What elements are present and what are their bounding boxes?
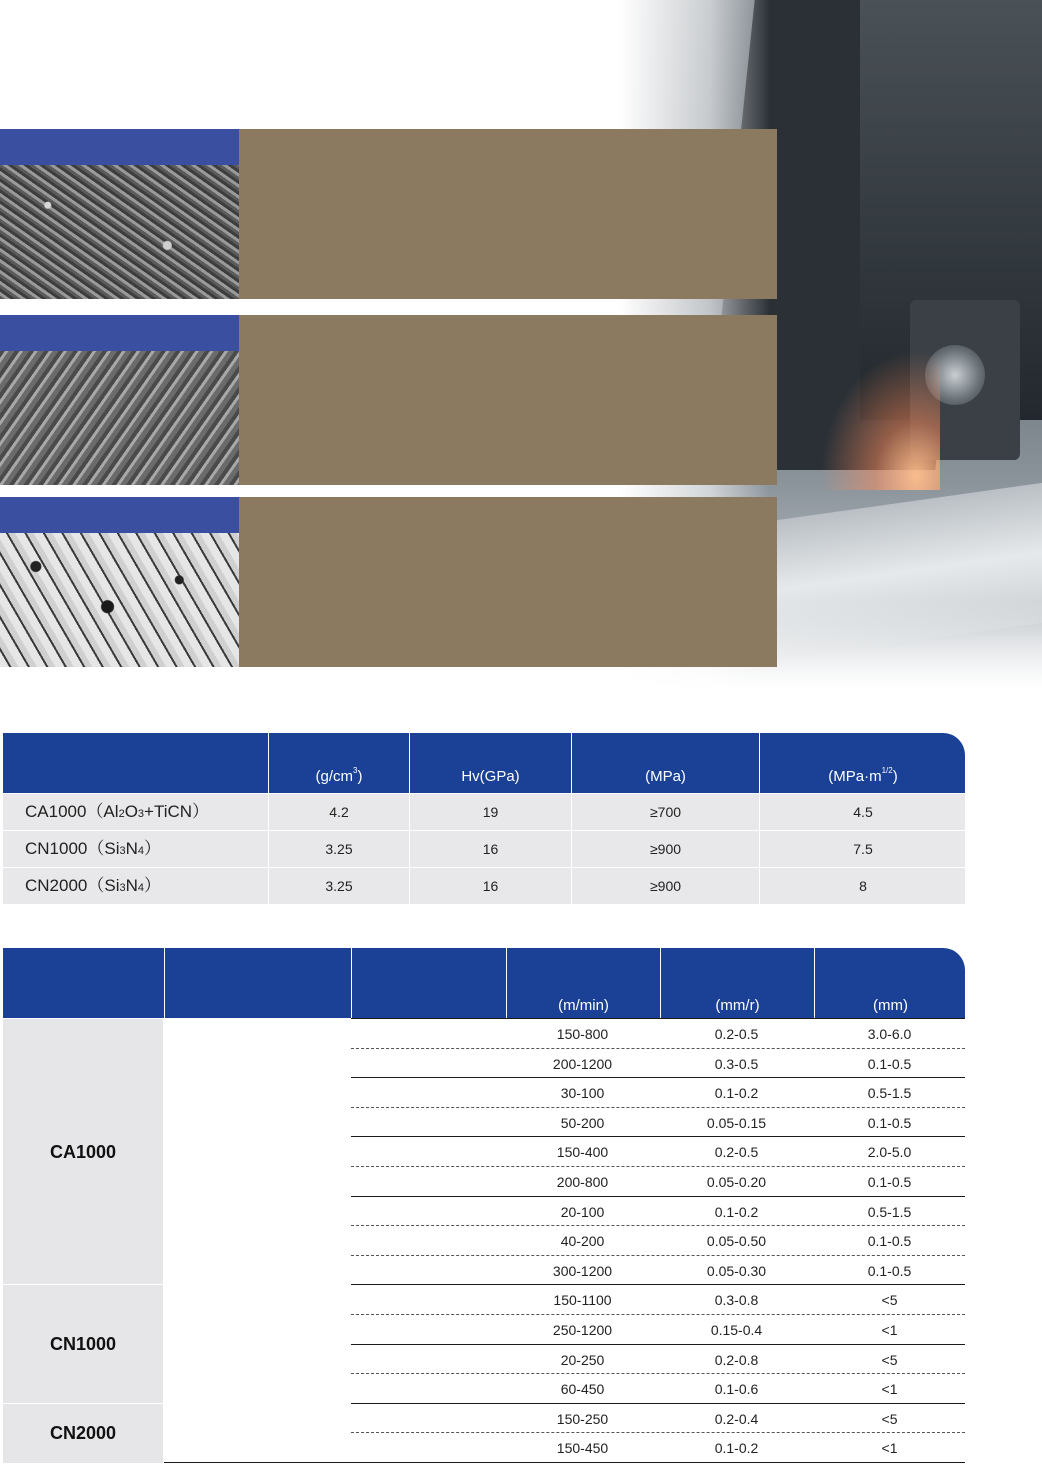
cell-speed: 200-800 bbox=[556, 1174, 609, 1190]
cell-feed: 0.3-0.8 bbox=[714, 1292, 759, 1309]
application-group bbox=[164, 1344, 351, 1404]
cell-depth: 0.1-0.5 bbox=[867, 1233, 912, 1250]
cell-depth: 0.5-1.5 bbox=[867, 1203, 912, 1220]
table-row bbox=[351, 1018, 965, 1049]
cell-feed: 0.1-0.2 bbox=[714, 1203, 759, 1220]
material-panel-3 bbox=[0, 497, 777, 667]
header-speed: (m/min) bbox=[506, 948, 660, 1018]
cell-feed: 0.1-0.2 bbox=[714, 1440, 759, 1457]
cell-depth: <1 bbox=[881, 1381, 898, 1398]
table-row bbox=[351, 1373, 965, 1404]
table-row bbox=[351, 1255, 965, 1286]
cell-depth: 0.5-1.5 bbox=[867, 1085, 912, 1102]
cutting-sparks bbox=[820, 350, 940, 490]
application-group bbox=[164, 1196, 351, 1286]
cell-speed: 150-450 bbox=[556, 1440, 609, 1457]
cell-feed: 0.05-0.15 bbox=[706, 1114, 767, 1131]
properties-table-header bbox=[3, 733, 965, 793]
panel-description bbox=[239, 129, 777, 299]
panel-tab bbox=[0, 129, 239, 165]
cell-depth: <5 bbox=[881, 1410, 898, 1427]
cell-feed: 0.2-0.5 bbox=[714, 1144, 759, 1161]
cell-depth: 0.1-0.5 bbox=[867, 1055, 912, 1072]
application-group bbox=[164, 1136, 351, 1196]
cell-strength: ≥900 bbox=[571, 831, 759, 867]
table-row bbox=[351, 1077, 965, 1108]
cell-speed: 150-1100 bbox=[553, 1292, 612, 1309]
header-density: $(g/cm^3)$ bbox=[268, 733, 409, 793]
cell-feed: 0.05-0.30 bbox=[706, 1262, 767, 1279]
material-panel-2 bbox=[0, 315, 777, 485]
cutting-table-header bbox=[3, 948, 965, 1018]
cell-speed: 60-450 bbox=[560, 1381, 605, 1398]
grade-label: CN1000 bbox=[3, 1284, 163, 1403]
cell-feed: 0.1-0.6 bbox=[714, 1381, 759, 1398]
cell-depth: <1 bbox=[881, 1440, 898, 1457]
cell-hardness: 16 bbox=[409, 868, 571, 904]
table-row bbox=[351, 1225, 965, 1256]
cell-hardness: 16 bbox=[409, 831, 571, 867]
cell-feed: 0.05-0.20 bbox=[706, 1174, 767, 1190]
cell-feed: 0.1-0.2 bbox=[714, 1085, 759, 1102]
table-row bbox=[351, 1136, 965, 1167]
table-row bbox=[351, 1284, 965, 1315]
panel-description bbox=[239, 497, 777, 667]
cell-depth: 0.1-0.5 bbox=[867, 1262, 912, 1279]
application-group bbox=[164, 1403, 351, 1463]
cell-toughness: 7.5 bbox=[759, 831, 966, 867]
cell-depth: 0.1-0.5 bbox=[867, 1114, 912, 1131]
sem-image bbox=[0, 533, 239, 667]
cell-feed: 0.2-0.4 bbox=[714, 1410, 759, 1427]
header-hardness: Hv(GPa) bbox=[409, 733, 571, 793]
header-col-3 bbox=[351, 948, 506, 1018]
cell-speed: 200-1200 bbox=[552, 1055, 613, 1072]
cell-speed: 150-250 bbox=[556, 1410, 609, 1427]
cell-toughness: 4.5 bbox=[759, 794, 966, 830]
panel-tab bbox=[0, 497, 239, 533]
header-toughness: $(MPa\cdot m^{1/2})$ bbox=[759, 733, 966, 793]
cell-feed: 0.3-0.5 bbox=[714, 1055, 759, 1072]
table-row bbox=[351, 1344, 965, 1375]
header-depth: (mm) bbox=[814, 948, 966, 1018]
cell-density: 4.2 bbox=[268, 794, 409, 830]
header-strength: (MPa) bbox=[571, 733, 759, 793]
cell-density: 3.25 bbox=[268, 868, 409, 904]
cell-speed: 250-1200 bbox=[552, 1322, 613, 1338]
cell-depth: <5 bbox=[881, 1292, 898, 1309]
material-panel-1 bbox=[0, 129, 777, 299]
cell-depth: 0.1-0.5 bbox=[867, 1174, 912, 1190]
application-group bbox=[164, 1077, 351, 1137]
grade-name: CA1000（Al2O3+TiCN） bbox=[25, 802, 210, 821]
cell-speed: 300-1200 bbox=[552, 1262, 613, 1279]
table-row bbox=[351, 1166, 965, 1197]
cell-speed: 50-200 bbox=[560, 1114, 605, 1131]
cell-speed: 150-400 bbox=[556, 1144, 609, 1161]
sem-image bbox=[0, 165, 239, 299]
cell-depth: 3.0-6.0 bbox=[867, 1026, 912, 1042]
property-row bbox=[3, 830, 965, 867]
cell-speed: 20-100 bbox=[560, 1203, 605, 1220]
grade-name: CN1000（Si3N4） bbox=[25, 839, 162, 858]
table-row bbox=[351, 1196, 965, 1227]
table-row bbox=[351, 1432, 965, 1463]
cell-density: 3.25 bbox=[268, 831, 409, 867]
cutting-parameters-table bbox=[3, 948, 965, 1457]
grade-name: CN2000（Si3N4） bbox=[25, 876, 162, 895]
cell-speed: 30-100 bbox=[560, 1085, 605, 1102]
cell-hardness: 19 bbox=[409, 794, 571, 830]
table-row bbox=[351, 1107, 965, 1138]
sem-image bbox=[0, 351, 239, 485]
cell-feed: 0.2-0.5 bbox=[714, 1026, 759, 1042]
cell-speed: 20-250 bbox=[560, 1351, 605, 1368]
grade-label: CN2000 bbox=[3, 1403, 163, 1463]
cell-feed: 0.15-0.4 bbox=[710, 1322, 763, 1338]
cell-feed: 0.2-0.8 bbox=[714, 1351, 759, 1368]
panel-description bbox=[239, 315, 777, 485]
cell-depth: <5 bbox=[881, 1351, 898, 1368]
application-group bbox=[164, 1018, 351, 1078]
application-group bbox=[164, 1284, 351, 1344]
table-row bbox=[351, 1314, 965, 1345]
cell-speed: 150-800 bbox=[556, 1026, 609, 1042]
cell-depth: <1 bbox=[881, 1322, 898, 1338]
table-row bbox=[351, 1048, 965, 1079]
cell-speed: 40-200 bbox=[560, 1233, 605, 1250]
table-row bbox=[351, 1403, 965, 1434]
panel-tab bbox=[0, 315, 239, 351]
header-col-2 bbox=[164, 948, 351, 1018]
header-feed: (mm/r) bbox=[660, 948, 814, 1018]
cell-toughness: 8 bbox=[759, 868, 966, 904]
property-row bbox=[3, 793, 965, 830]
grade-label: CA1000 bbox=[3, 1018, 163, 1285]
cell-strength: ≥900 bbox=[571, 868, 759, 904]
properties-table bbox=[3, 733, 965, 904]
cell-depth: 2.0-5.0 bbox=[867, 1144, 912, 1161]
cell-feed: 0.05-0.50 bbox=[706, 1233, 767, 1250]
property-row bbox=[3, 867, 965, 904]
cell-strength: ≥700 bbox=[571, 794, 759, 830]
